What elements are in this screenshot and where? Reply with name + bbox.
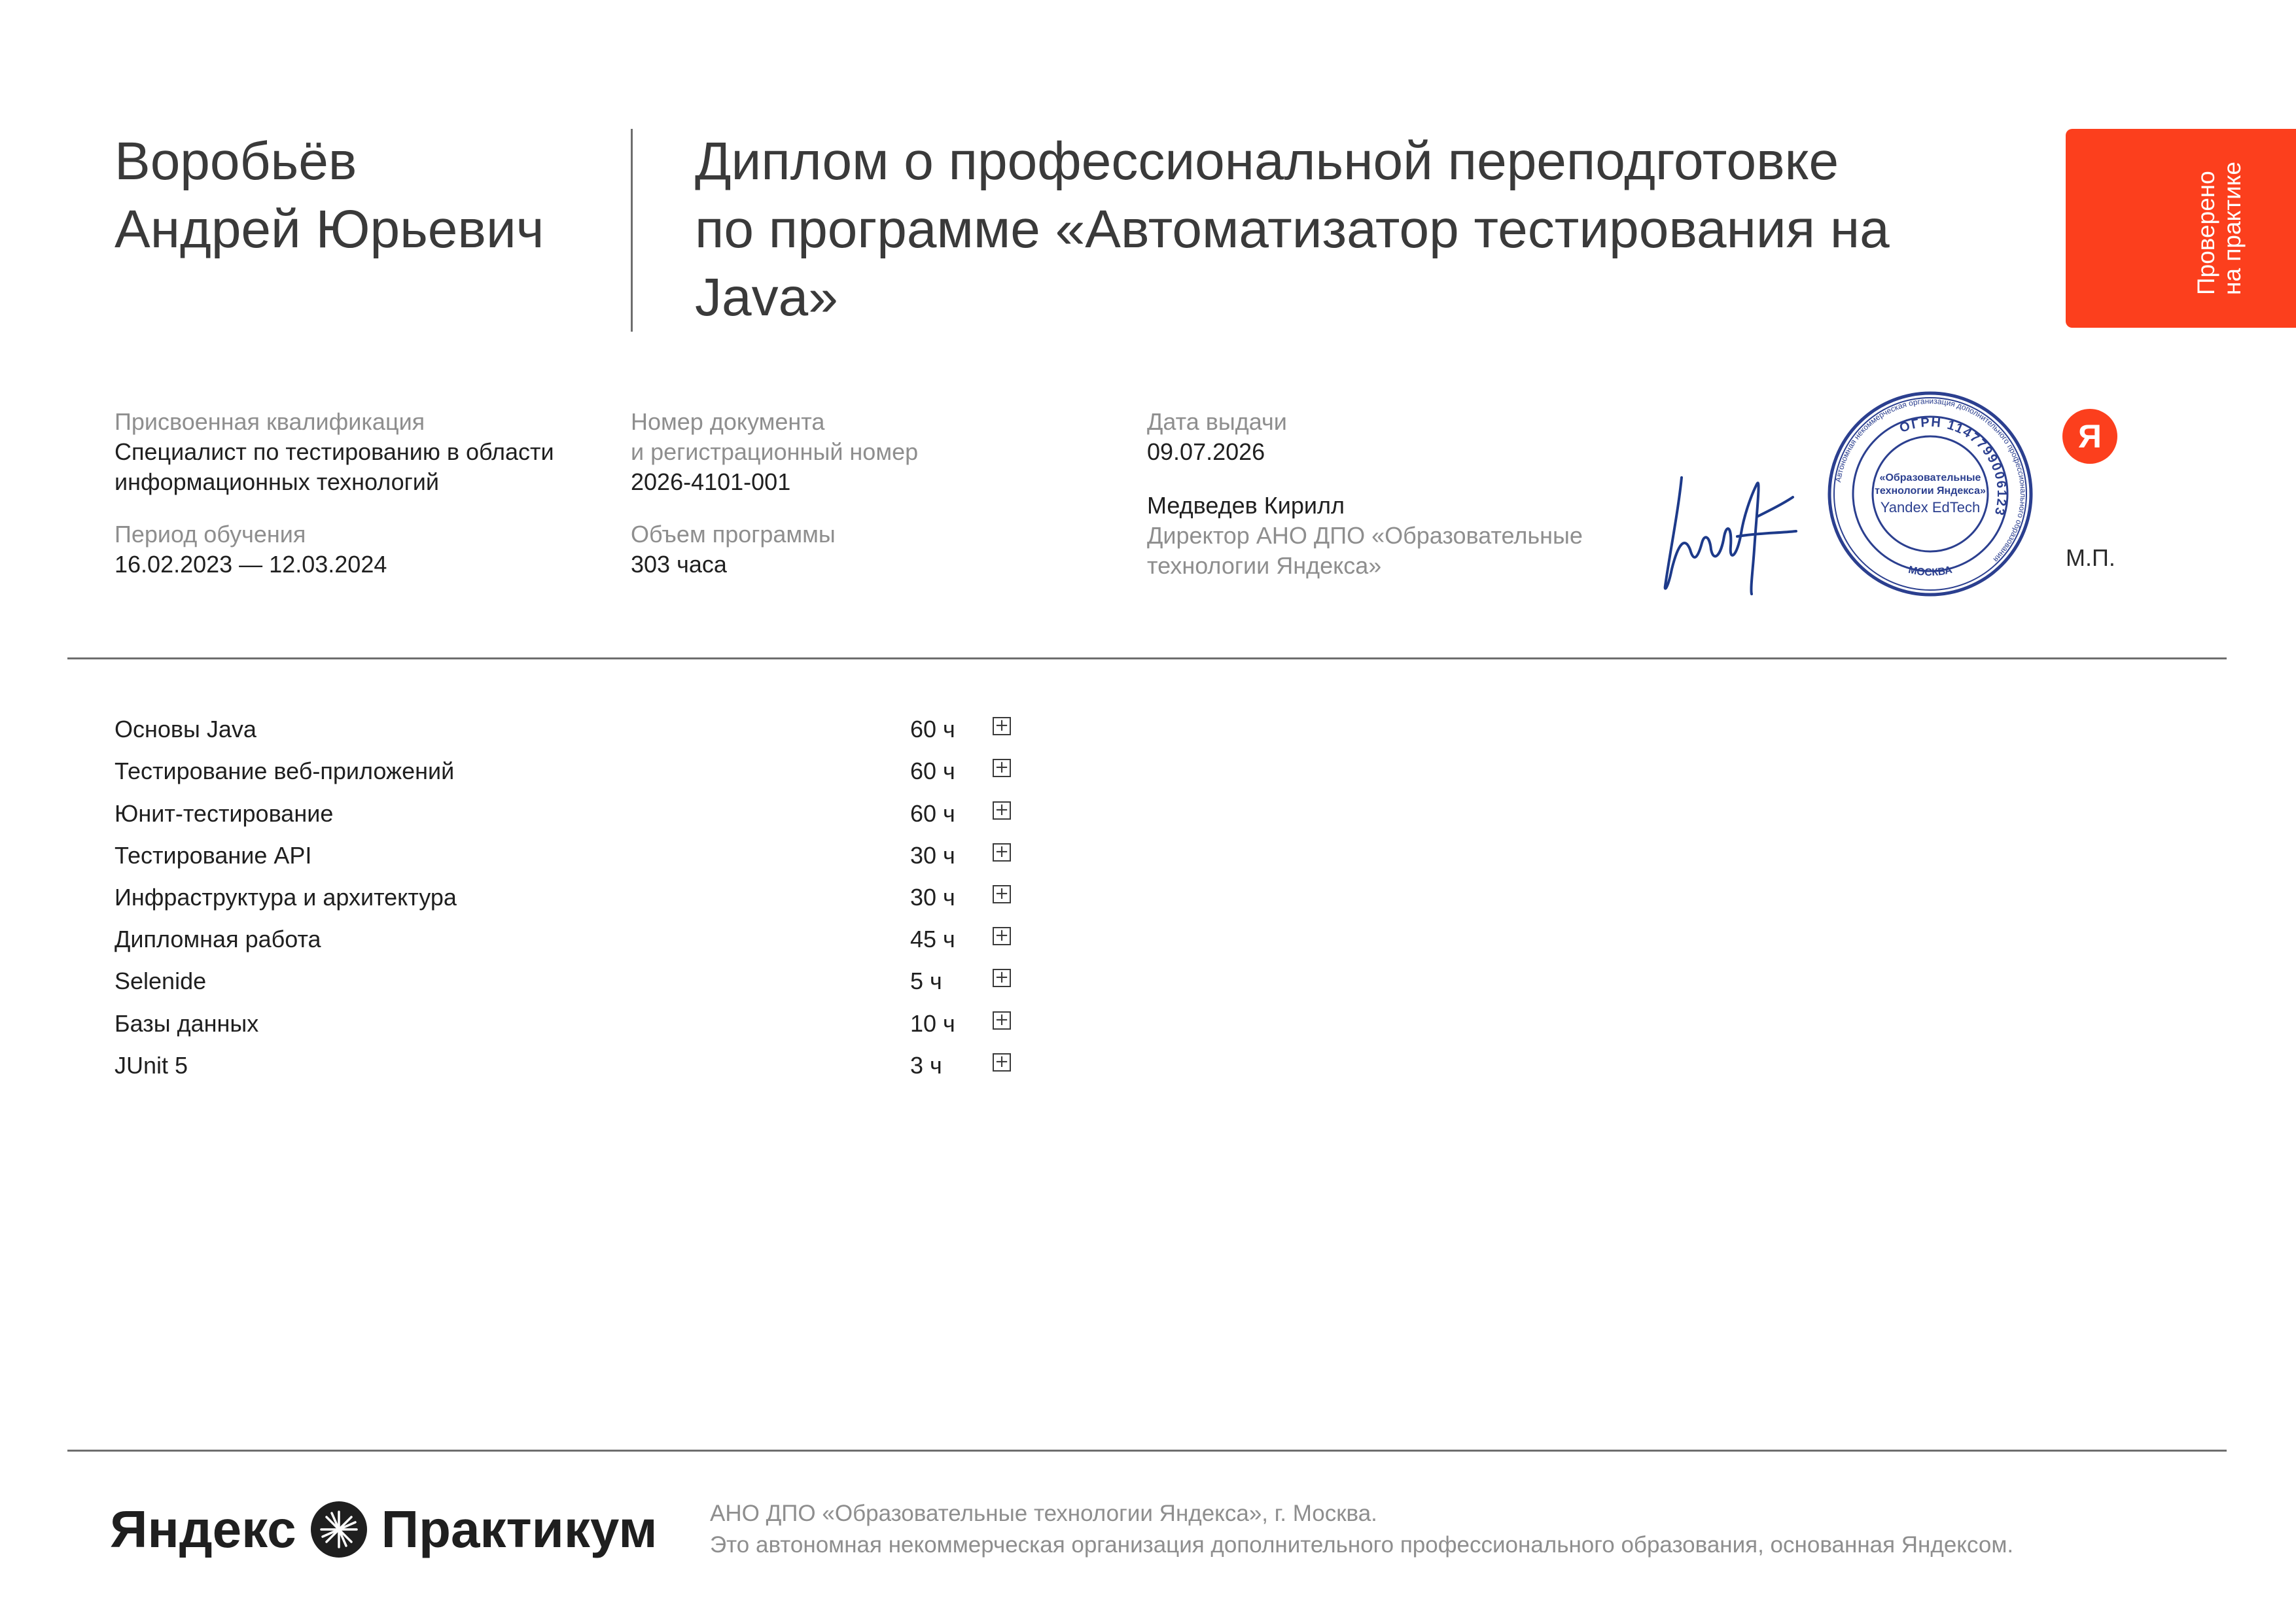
course-hours: 45 ч	[910, 926, 955, 952]
course-name: Тестирование веб-приложений	[115, 758, 455, 784]
verified-badge-text	[2193, 162, 2246, 295]
course-hours: 30 ч	[910, 842, 955, 869]
course-hours: 60 ч	[910, 716, 955, 742]
course-hours: 60 ч	[910, 758, 955, 784]
expand-plus-icon[interactable]: +	[993, 969, 1011, 987]
course-row	[115, 960, 1031, 1002]
signatory-position: технологии Яндекса»	[1147, 552, 1382, 579]
course-name: Дипломная работа	[115, 926, 321, 952]
recipient-name	[115, 128, 625, 264]
footer-line: Это автономная некоммерческая организация дополнительного профессионального образования, основанная Яндексом.	[710, 1532, 2014, 1558]
signatory-position: Директор АНО ДПО «Образовательные	[1147, 522, 1583, 549]
course-row	[115, 876, 1031, 918]
expand-plus-icon[interactable]: +	[993, 885, 1011, 903]
verified-badge-line: Проверено	[2193, 171, 2219, 295]
qualification-block	[115, 407, 612, 497]
stamp-ring-outer: Автономная некоммерческая организация дополнительного профессионального образования	[1833, 396, 2028, 565]
document-number-block	[631, 407, 1089, 497]
brand-name-right: Практикум	[381, 1500, 658, 1558]
expand-plus-icon[interactable]: +	[993, 843, 1011, 862]
stamp-center-line: технологии Яндекса»	[1875, 485, 1986, 497]
document-number-value: 2026-4101-001	[631, 468, 791, 495]
section-divider	[67, 657, 2227, 659]
diploma-title-line: Java»	[695, 268, 838, 327]
starburst-icon	[311, 1501, 367, 1558]
issue-date-value: 09.07.2026	[1147, 438, 1265, 465]
course-name: Основы Java	[115, 716, 256, 742]
footer-organization-info	[710, 1498, 2013, 1561]
document-number-label: и регистрационный номер	[631, 438, 919, 465]
stamp-ring-city: МОСКВА	[1907, 564, 1954, 579]
course-hours: 5 ч	[910, 968, 942, 994]
expand-plus-icon[interactable]: +	[993, 759, 1011, 777]
expand-plus-icon[interactable]: +	[993, 927, 1011, 945]
course-row	[115, 1044, 1031, 1086]
course-hours: 60 ч	[910, 800, 955, 827]
stamp-placeholder-label: М.П.	[2066, 544, 2115, 571]
brand-name-left: Яндекс	[110, 1500, 296, 1558]
yandex-logo-icon: Я	[2062, 409, 2117, 464]
course-hours: 3 ч	[910, 1052, 942, 1079]
course-row	[115, 792, 1031, 834]
qualification-label: Присвоенная квалификация	[115, 408, 425, 435]
recipient-given-names: Андрей Юрьевич	[115, 200, 544, 259]
organization-stamp	[1826, 389, 2035, 599]
signatory-block	[1147, 491, 1684, 581]
course-hours: 30 ч	[910, 884, 955, 911]
period-block	[115, 519, 612, 580]
diploma-title-line: по программе «Автоматизатор тестирования на	[695, 200, 1890, 259]
diploma-title	[695, 128, 2004, 332]
program-volume-block	[631, 519, 1089, 580]
course-name: JUnit 5	[115, 1052, 188, 1079]
course-name: Базы данных	[115, 1010, 259, 1037]
document-number-label: Номер документа	[631, 408, 825, 435]
course-name: Тестирование API	[115, 842, 312, 869]
expand-plus-icon[interactable]: +	[993, 717, 1011, 735]
diploma-title-line: Диплом о профессиональной переподготовке	[695, 131, 1839, 191]
director-signature	[1659, 471, 1803, 595]
qualification-value: информационных технологий	[115, 468, 440, 495]
issue-date-label: Дата выдачи	[1147, 408, 1287, 435]
footer-divider	[67, 1450, 2227, 1452]
expand-plus-icon[interactable]: +	[993, 801, 1011, 820]
course-row	[115, 708, 1031, 750]
expand-plus-icon[interactable]: +	[993, 1011, 1011, 1030]
course-row	[115, 834, 1031, 876]
brand-logo	[110, 1498, 658, 1561]
course-row	[115, 918, 1031, 960]
stamp-center-line: «Образовательные	[1879, 472, 1981, 483]
program-volume-value: 303 часа	[631, 551, 727, 578]
verified-badge-line: на практике	[2219, 162, 2246, 295]
course-hours: 10 ч	[910, 1010, 955, 1037]
course-name: Инфраструктура и архитектура	[115, 884, 457, 911]
course-row	[115, 750, 1031, 792]
qualification-value: Специалист по тестированию в области	[115, 438, 554, 465]
recipient-surname: Воробьёв	[115, 131, 357, 191]
verified-badge	[2066, 129, 2296, 328]
period-label: Период обучения	[115, 521, 306, 548]
footer-line: АНО ДПО «Образовательные технологии Яндекса», г. Москва.	[710, 1501, 1377, 1526]
program-volume-label: Объем программы	[631, 521, 836, 548]
expand-plus-icon[interactable]: +	[993, 1053, 1011, 1072]
course-name: Юнит-тестирование	[115, 800, 334, 827]
stamp-ring-ogrn: ОГРН 1147799006123	[1898, 415, 2009, 518]
stamp-center-line: Yandex EdTech	[1880, 499, 1981, 515]
signatory-name: Медведев Кирилл	[1147, 492, 1345, 519]
period-value: 16.02.2023 — 12.03.2024	[115, 551, 387, 578]
header-divider	[631, 129, 633, 332]
course-name: Selenide	[115, 968, 207, 994]
course-row	[115, 1002, 1031, 1044]
issue-date-block	[1147, 407, 1684, 467]
